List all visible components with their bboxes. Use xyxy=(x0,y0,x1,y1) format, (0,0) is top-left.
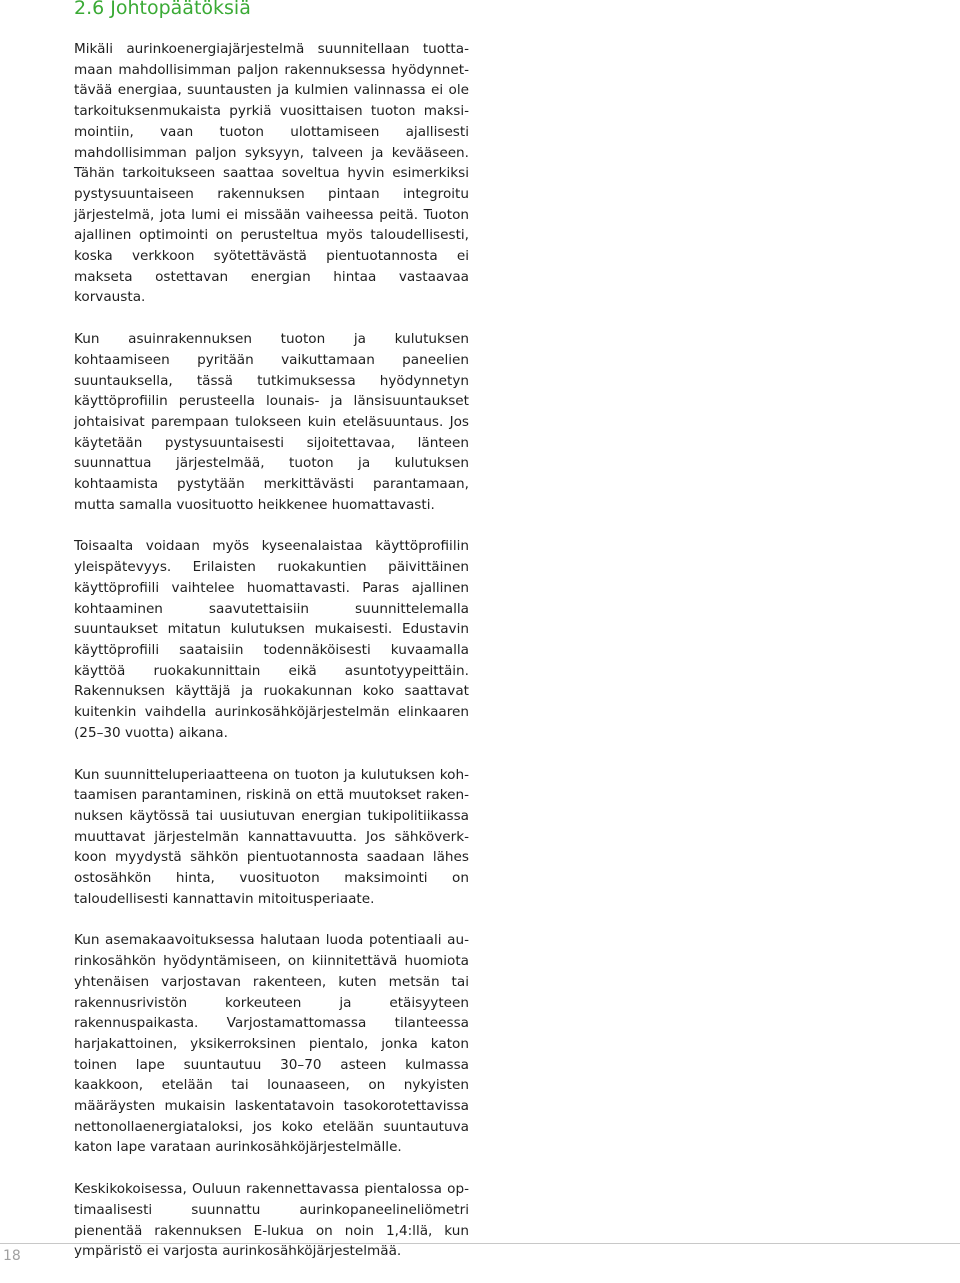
page-number: 18 xyxy=(3,1248,21,1264)
footer-divider xyxy=(0,1243,960,1244)
section-heading: 2.6 Johtopäätöksiä xyxy=(74,0,251,19)
paragraph-2: Kun asuinrakennuksen tuoton ja kulutuksen kohtaamiseen pyritään vaikuttamaan paneelien suuntauksella, tässä tutkimuksessa hyödynnetyn käyttöprofiilin perusteella lounais- ja länsisuuntaukset johtaisivat parempaan tulokseen kuin eteläsuuntaus. Jos käytetään pystysuuntaisesti sijoitettavaa, länteen suunnattua järjestelmää, tuoton ja kulutuksen kohtaamista pystytään merkittävästi parantamaan, mutta samalla vuosituotto heikkenee huomattavasti. xyxy=(74,331,469,513)
paragraph-6: Keskikokoisessa, Ouluun rakennettavassa pientalossa optimaalisesti suunnattu aurinkopaneelineliömetri pienentää rakennuksen E-lukua on noin 1,4:llä, kun ympäristö ei varjosta aurinkosähköjärjestelmää. xyxy=(74,1181,469,1260)
paragraph-5: Kun asemakaavoituksessa halutaan luoda potentiaali aurinkosähkön hyödyntämiseen, on kiinnitettävä huomiota yhtenäisen varjostavan rakenteen, kuten metsän tai rakennusrivistön korkeuteen ja etäisyyteen rakennuspaikasta. Varjostamattomassa tilanteessa harjakattoinen, yksikerroksinen pientalo, jonka katon toinen lape suuntautuu 30–70 asteen kulmassa kaakkoon, etelään tai lounaaseen, on nykyisten määräysten mukaisin laskentatavoin tasokorotettavissa nettonollaenergiataloksi, jos koko etelään suuntautuva katon lape varataan aurinkosähköjärjestelmälle. xyxy=(74,932,469,1156)
paragraph-4: Kun suunnitteluperiaatteena on tuoton ja kulutuksen kohtaamisen parantaminen, riskinä on että muutokset rakennuksen käytössä tai uusiutuvan energian tukipolitiikassa muuttavat järjestelmän kannattavuutta. Jos sähköverkkoon myydystä sähkön pientuotannosta saadaan lähes ostosähkön hinta, vuosituoton maksimointi on taloudellisesti kannattavin mitoitusperiaate. xyxy=(74,766,469,907)
paragraph-3: Toisaalta voidaan myös kyseenalaistaa käyttöprofiilin yleispätevyys. Erilaisten ruokakuntien päivittäinen käyttöprofiili vaihtelee huomattavasti. Paras ajallinen kohtaaminen saavutettaisiin suunnittelemalla suuntaukset mitatun kulutuksen mukaisesti. Edustavin käyttöprofiili saataisiin todennäköisesti kuvaamalla käyttöä ruokakunnittain eikä asuntotyypeittäin. Rakennuksen käyttäjä ja ruokakunnan koko saattavat kuitenkin vaihdella aurinkosähköjärjestelmän elinkaaren (25–30 vuotta) aikana. xyxy=(74,538,469,741)
paragraph-1: Mikäli aurinkoenergiajärjestelmä suunnitellaan tuottamaan mahdollisimman paljon rakennuksessa hyödynnettävää energiaa, suuntausten ja kulmien valinnassa ei ole tarkoituksenmukaista pyrkiä vuosittaisen tuoton maksimointiin, vaan tuoton ulottamiseen ajallisesti mahdollisimman paljon syksyyn, talveen ja kevääseen. Tähän tarkoitukseen saattaa soveltua hyvin esimerkiksi pystysuuntaiseen rakennuksen pintaan integroitu järjestelmä, jota lumi ei missään vaiheessa peitä. Tuoton ajallinen optimointi on perusteltua myös taloudellisesti, koska verkkoon syötettävästä pientuotannosta ei makseta ostettavan energian hintaa vastaavaa korvausta. xyxy=(74,41,469,306)
body-text xyxy=(74,39,469,1283)
